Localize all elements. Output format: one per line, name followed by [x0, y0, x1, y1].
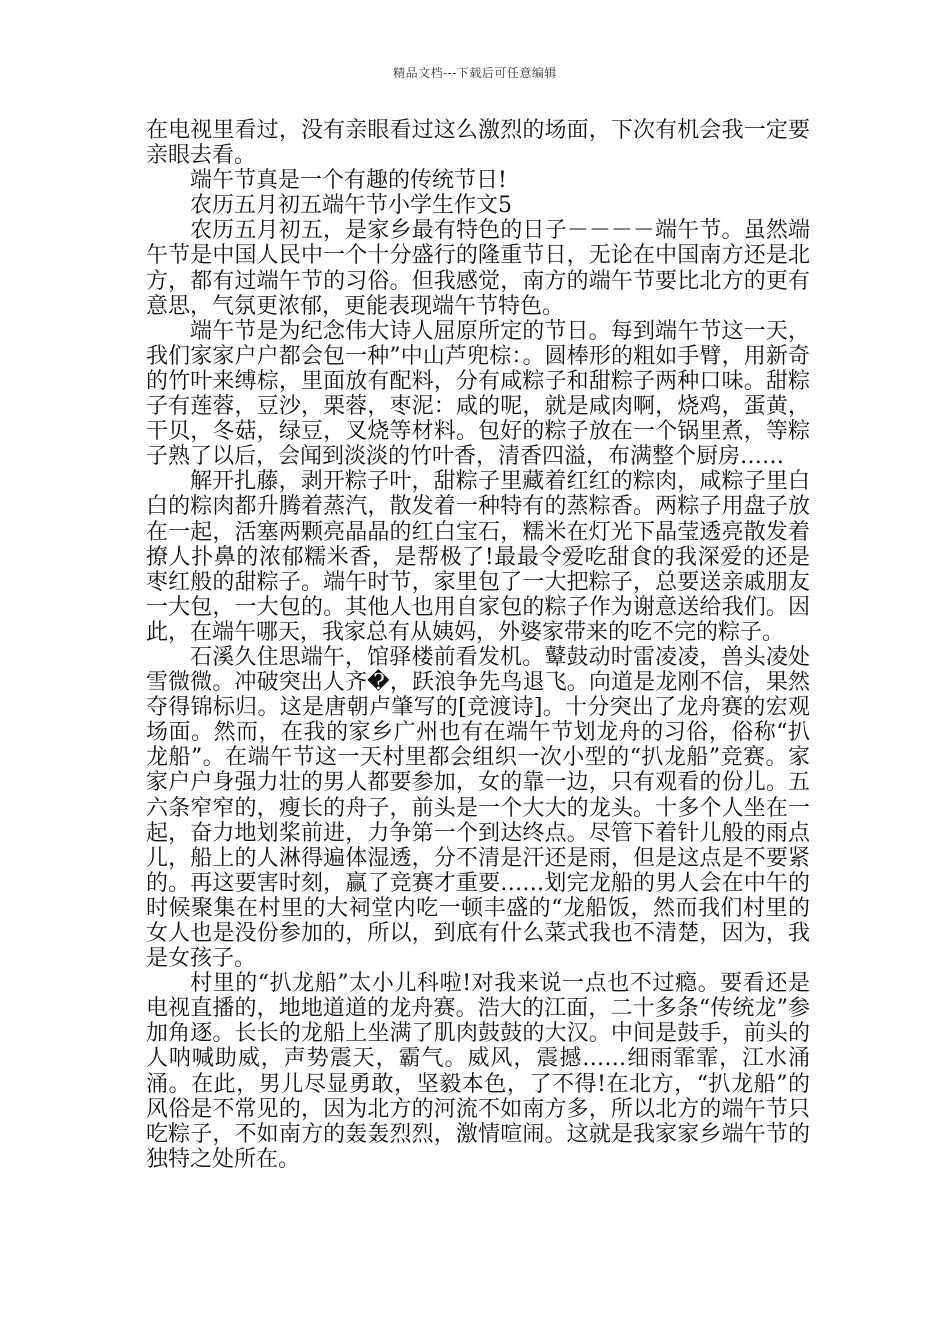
page-header: 精品文档---下载后可任意编辑 — [393, 66, 557, 80]
paragraph: 石溪久住思端午，馆驿楼前看发机。鼙鼓动时雷凌凌，兽头凌处雪微微。冲破突出人齐�，跃浪争先鸟退飞。向道是龙刚不信，果然夺得锦标归。这是唐朝卢肇写的[竞渡诗]。十分突出了龙舟赛的宏观场面。然而，在我的家乡广州也有在端午节划龙舟的习俗，俗称“扒龙船”。在端午节这一天村里都会组织一次小型的“扒龙船”竞赛。家家户户身强力壮的男人都要参加，女的靠一边，只有观看的份儿。五六条窄窄的，瘦长的舟子，前头是一个大大的龙头。十多个人坐在一起，奋力地划桨前进，力争第一个到达终点。尽管下着针儿般的雨点儿，船上的人淋得遍体湿透，分不清是汗还是雨，但是这点是不要紧的。再这要害时刻，赢了竞赛才重要……划完龙船的男人会在中午的时候聚集在村里的大祠堂内吃一顿丰盛的“龙船饭，然而我们村里的女人也是没份参加的，所以，到底有什么菜式我也不清楚，因为，我是女孩子。 — [146, 644, 810, 972]
essay-title: 农历五月初五端午节小学生作文5 — [190, 193, 512, 219]
paragraph: 村里的“扒龙船”太小儿科啦!对我来说一点也不过瘾。要看还是电视直播的，地地道道的龙舟赛。浩大的江面，二十多条“传统龙”参加角逐。长长的龙船上坐满了肌肉鼓鼓的大汉。中间是鼓手，前头的人呐喊助威，声势震天，霸气。威风，震撼……细雨霏霏，江水涌涌。在此，男儿尽显勇敢，坚毅本色，了不得!在北方，“扒龙船”的风俗是不常见的，因为北方的河流不如南方多，所以北方的端午节只吃粽子，不如南方的轰轰烈烈，激情喧闹。这就是我家家乡端午节的独特之处所在。 — [146, 971, 810, 1172]
paragraph-continuation: 在电视里看过，没有亲眼看过这么激烈的场面，下次有机会我一定要亲眼去看。 — [146, 118, 810, 169]
paragraph: 端午节是为纪念伟大诗人屈原所定的节日。每到端午节这一天，我们家家户户都会包一种”中山芦兜棕：。圆棒形的粗如手臂，用新奇的竹叶来缚棕，里面放有配料，分有咸粽子和甜粽子两种口味。甜粽子有莲蓉，豆沙，栗蓉，枣泥：咸的呢，就是咸肉啊，烧鸡，蛋黄，干贝，冬菇，绿豆，叉烧等材料。包好的粽子放在一个锅里煮，等粽子熟了以后，会闻到淡淡的竹叶香，清香四溢，布满整个厨房…… — [146, 318, 810, 470]
article-body — [146, 118, 810, 1172]
paragraph: 解开扎藤，剥开粽子叶，甜粽子里藏着红红的粽肉，咸粽子里白白的粽肉都升腾着蒸汽，散发着一种特有的蒸粽香。两粽子用盘子放在一起，活塞两颗亮晶晶的红白宝石，糯米在灯光下晶莹透亮散发着撩人扑鼻的浓郁糯米香，是帮极了!最最令爱吃甜食的我深爱的还是枣红般的甜粽子。端午时节，家里包了一大把粽子，总要送亲戚朋友一大包，一大包的。其他人也用自家包的粽子作为谢意送给我们。因此，在端午哪天，我家总有从姨妈，外婆家带来的吃不完的粽子。 — [146, 469, 810, 645]
paragraph: 农历五月初五，是家乡最有特色的日子－－－－端午节。虽然端午节是中国人民中一个十分盛行的隆重节日，无论在中国南方还是北方，都有过端午节的习俗。但我感觉，南方的端午节要比北方的更有意思，气氛更浓郁，更能表现端午节特色。 — [146, 218, 810, 319]
paragraph: 端午节真是一个有趣的传统节日! — [190, 168, 507, 194]
